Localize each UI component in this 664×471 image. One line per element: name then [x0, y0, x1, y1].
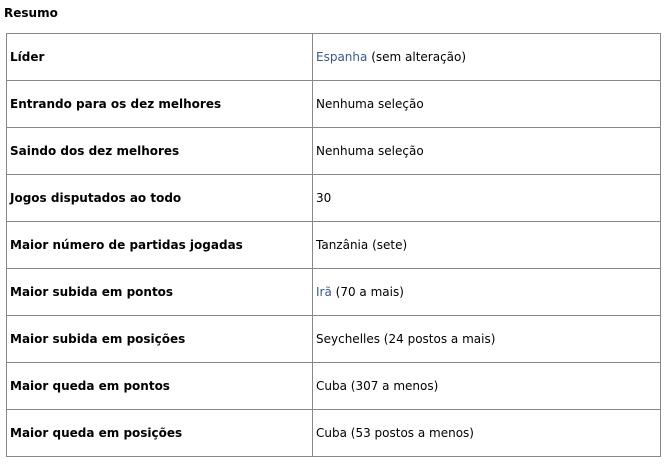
- row-label-entering-top-ten: Entrando para os dez melhores: [7, 81, 313, 128]
- row-value-biggest-rise-positions: Seychelles (24 postos a mais): [313, 316, 661, 363]
- row-value-entering-top-ten: Nenhuma seleção: [313, 81, 661, 128]
- link-espanha[interactable]: Espanha: [316, 50, 368, 64]
- row-label-biggest-rise-points: Maior subida em pontos: [7, 269, 313, 316]
- value-text: (70 a mais): [331, 285, 404, 299]
- table-row: [7, 410, 661, 457]
- row-value-biggest-drop-points: Cuba (307 a menos): [313, 363, 661, 410]
- row-value-biggest-drop-positions: Cuba (53 postos a menos): [313, 410, 661, 457]
- row-value-biggest-rise-points: [313, 269, 661, 316]
- row-label-leaving-top-ten: Saindo dos dez melhores: [7, 128, 313, 175]
- row-value-most-matches: Tanzânia (sete): [313, 222, 661, 269]
- row-value-leaving-top-ten: Nenhuma seleção: [313, 128, 661, 175]
- table-row: [7, 81, 661, 128]
- row-label-biggest-drop-points: Maior queda em pontos: [7, 363, 313, 410]
- row-label-leader: Líder: [7, 34, 313, 81]
- link-ira[interactable]: Irã: [316, 285, 332, 299]
- summary-caption: Resumo: [4, 6, 58, 20]
- table-row: [7, 269, 661, 316]
- table-row: [7, 363, 661, 410]
- table-row: [7, 222, 661, 269]
- table-row: [7, 34, 661, 81]
- table-row: [7, 128, 661, 175]
- table-row: [7, 175, 661, 222]
- table-row: [7, 316, 661, 363]
- row-value-games-played: 30: [313, 175, 661, 222]
- row-value-leader: [313, 34, 661, 81]
- row-label-biggest-rise-positions: Maior subida em posições: [7, 316, 313, 363]
- row-label-games-played: Jogos disputados ao todo: [7, 175, 313, 222]
- value-text: (sem alteração): [367, 50, 467, 64]
- row-label-most-matches: Maior número de partidas jogadas: [7, 222, 313, 269]
- summary-table: [6, 33, 661, 457]
- row-label-biggest-drop-positions: Maior queda em posições: [7, 410, 313, 457]
